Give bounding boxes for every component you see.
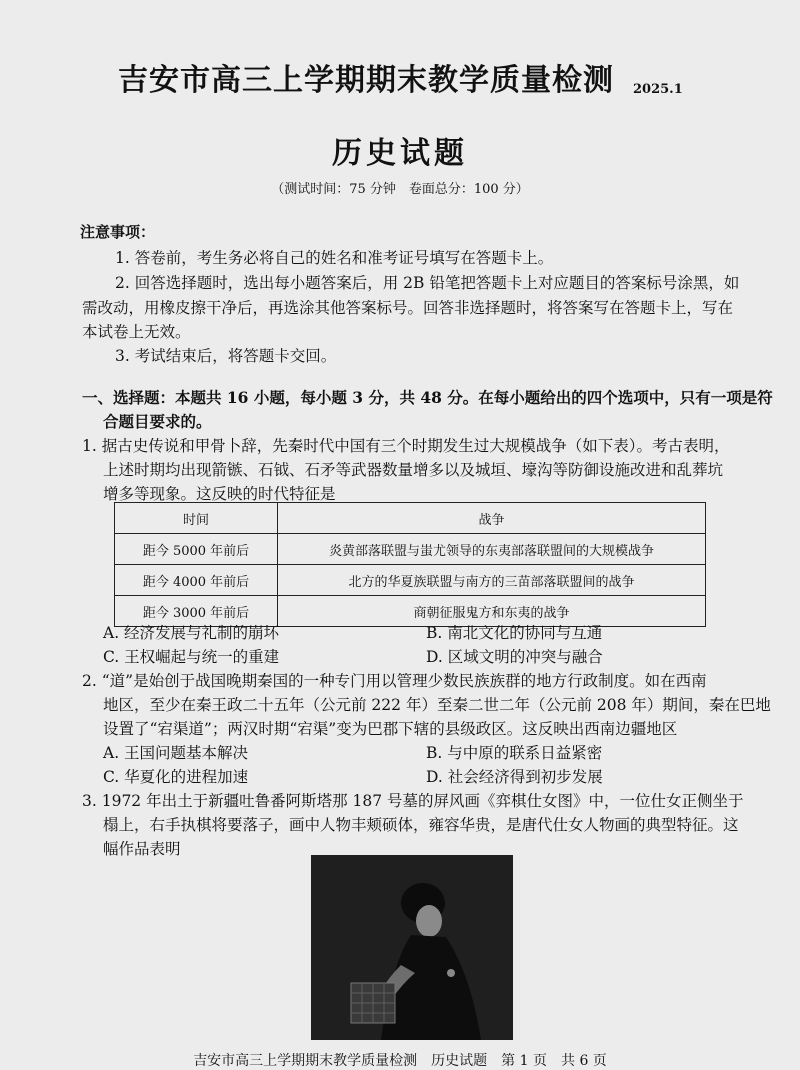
exam-date: 2025.1: [633, 82, 683, 97]
q2-stem: 地区，至少在秦王政二十五年（公元前 222 年）至秦二世二年（公元前 208 年）期间，秦在巴地: [103, 696, 771, 714]
q2-option-c: C. 华夏化的进程加速: [103, 768, 249, 786]
exam-meta: （测试时间：75 分钟 卷面总分：100 分）: [271, 182, 529, 197]
q1-option-b: B. 南北文化的协同与互通: [426, 624, 603, 642]
table-cell-war: 北方的华夏族联盟与南方的三苗部落联盟间的战争: [278, 565, 706, 596]
table-cell-time: 距今 5000 年前后: [115, 534, 278, 565]
page-footer: 吉安市高三上学期期末教学质量检测 历史试题 第 1 页 共 6 页: [193, 1053, 607, 1069]
table-cell-war: 商朝征服鬼方和东夷的战争: [278, 596, 706, 627]
table-cell-war: 炎黄部落联盟与蚩尤领导的东夷部落联盟间的大规模战争: [278, 534, 706, 565]
table-cell-time: 距今 4000 年前后: [115, 565, 278, 596]
q3-stem: 3. 1972 年出土于新疆吐鲁番阿斯塔那 187 号墓的屏风画《弈棋仕女图》中，一位仕女正侧坐于: [82, 792, 744, 810]
painting-illustration: [311, 855, 513, 1040]
q1-option-c: C. 王权崛起与统一的重建: [103, 648, 280, 666]
note-line: 本试卷上无效。: [82, 323, 191, 341]
q2-stem: 设置了“宕渠道”；两汉时期“宕渠”变为巴郡下辖的县级政区。这反映出西南边疆地区: [103, 720, 678, 738]
notes-title: 注意事项：: [80, 223, 156, 241]
war-table: [114, 502, 706, 627]
note-line: 3. 考试结束后，将答题卡交回。: [115, 347, 337, 365]
note-line: 2. 回答选择题时，选出每小题答案后，用 2B 铅笔把答题卡上对应题目的答案标号涂黑，如: [115, 274, 740, 292]
note-line: 需改动，用橡皮擦干净后，再选涂其他答案标号。回答非选择题时，将答案写在答题卡上，写在: [82, 299, 734, 317]
table-row: [115, 565, 706, 596]
q1-option-a: A. 经济发展与礼制的崩坏: [103, 624, 280, 642]
q2-stem: 2. “道”是始创于战国晚期秦国的一种专门用以管理少数民族族群的地方行政制度。如在西南: [82, 672, 707, 690]
table-row: [115, 534, 706, 565]
subject-title: 历史试题: [332, 136, 468, 171]
q2-option-a: A. 王国问题基本解决: [103, 744, 249, 762]
note-line: 1. 答卷前，考生务必将自己的姓名和准考证号填写在答题卡上。: [115, 249, 554, 267]
table-header-war: 战争: [278, 503, 706, 534]
q2-option-d: D. 社会经济得到初步发展: [426, 768, 603, 786]
q1-stem: 1. 据古史传说和甲骨卜辞，先秦时代中国有三个时期发生过大规模战争（如下表）。考古表明，: [82, 437, 730, 455]
q1-stem: 增多等现象。这反映的时代特征是: [103, 485, 336, 503]
q1-stem: 上述时期均出现箭镞、石钺、石矛等武器数量增多以及城垣、壕沟等防御设施改进和乱葬坑: [103, 461, 724, 479]
q2-option-b: B. 与中原的联系日益紧密: [426, 744, 603, 762]
section-heading: 一、选择题：本题共 16 小题，每小题 3 分，共 48 分。在每小题给出的四个选项中，只有一项是符: [82, 388, 773, 407]
table-cell-time: 距今 3000 年前后: [115, 596, 278, 627]
exam-title: 吉安市高三上学期期末教学质量检测: [118, 63, 614, 98]
painting-figure: [311, 855, 513, 1040]
table-header-row: [115, 503, 706, 534]
section-heading-cont: 合题目要求的。: [103, 412, 212, 431]
q3-stem: 幅作品表明: [103, 840, 181, 858]
table-header-time: 时间: [115, 503, 278, 534]
q1-option-d: D. 区域文明的冲突与融合: [426, 648, 603, 666]
q3-stem: 榻上，右手执棋将要落子，画中人物丰颊硕体，雍容华贵，是唐代仕女人物画的典型特征。这: [103, 816, 739, 834]
